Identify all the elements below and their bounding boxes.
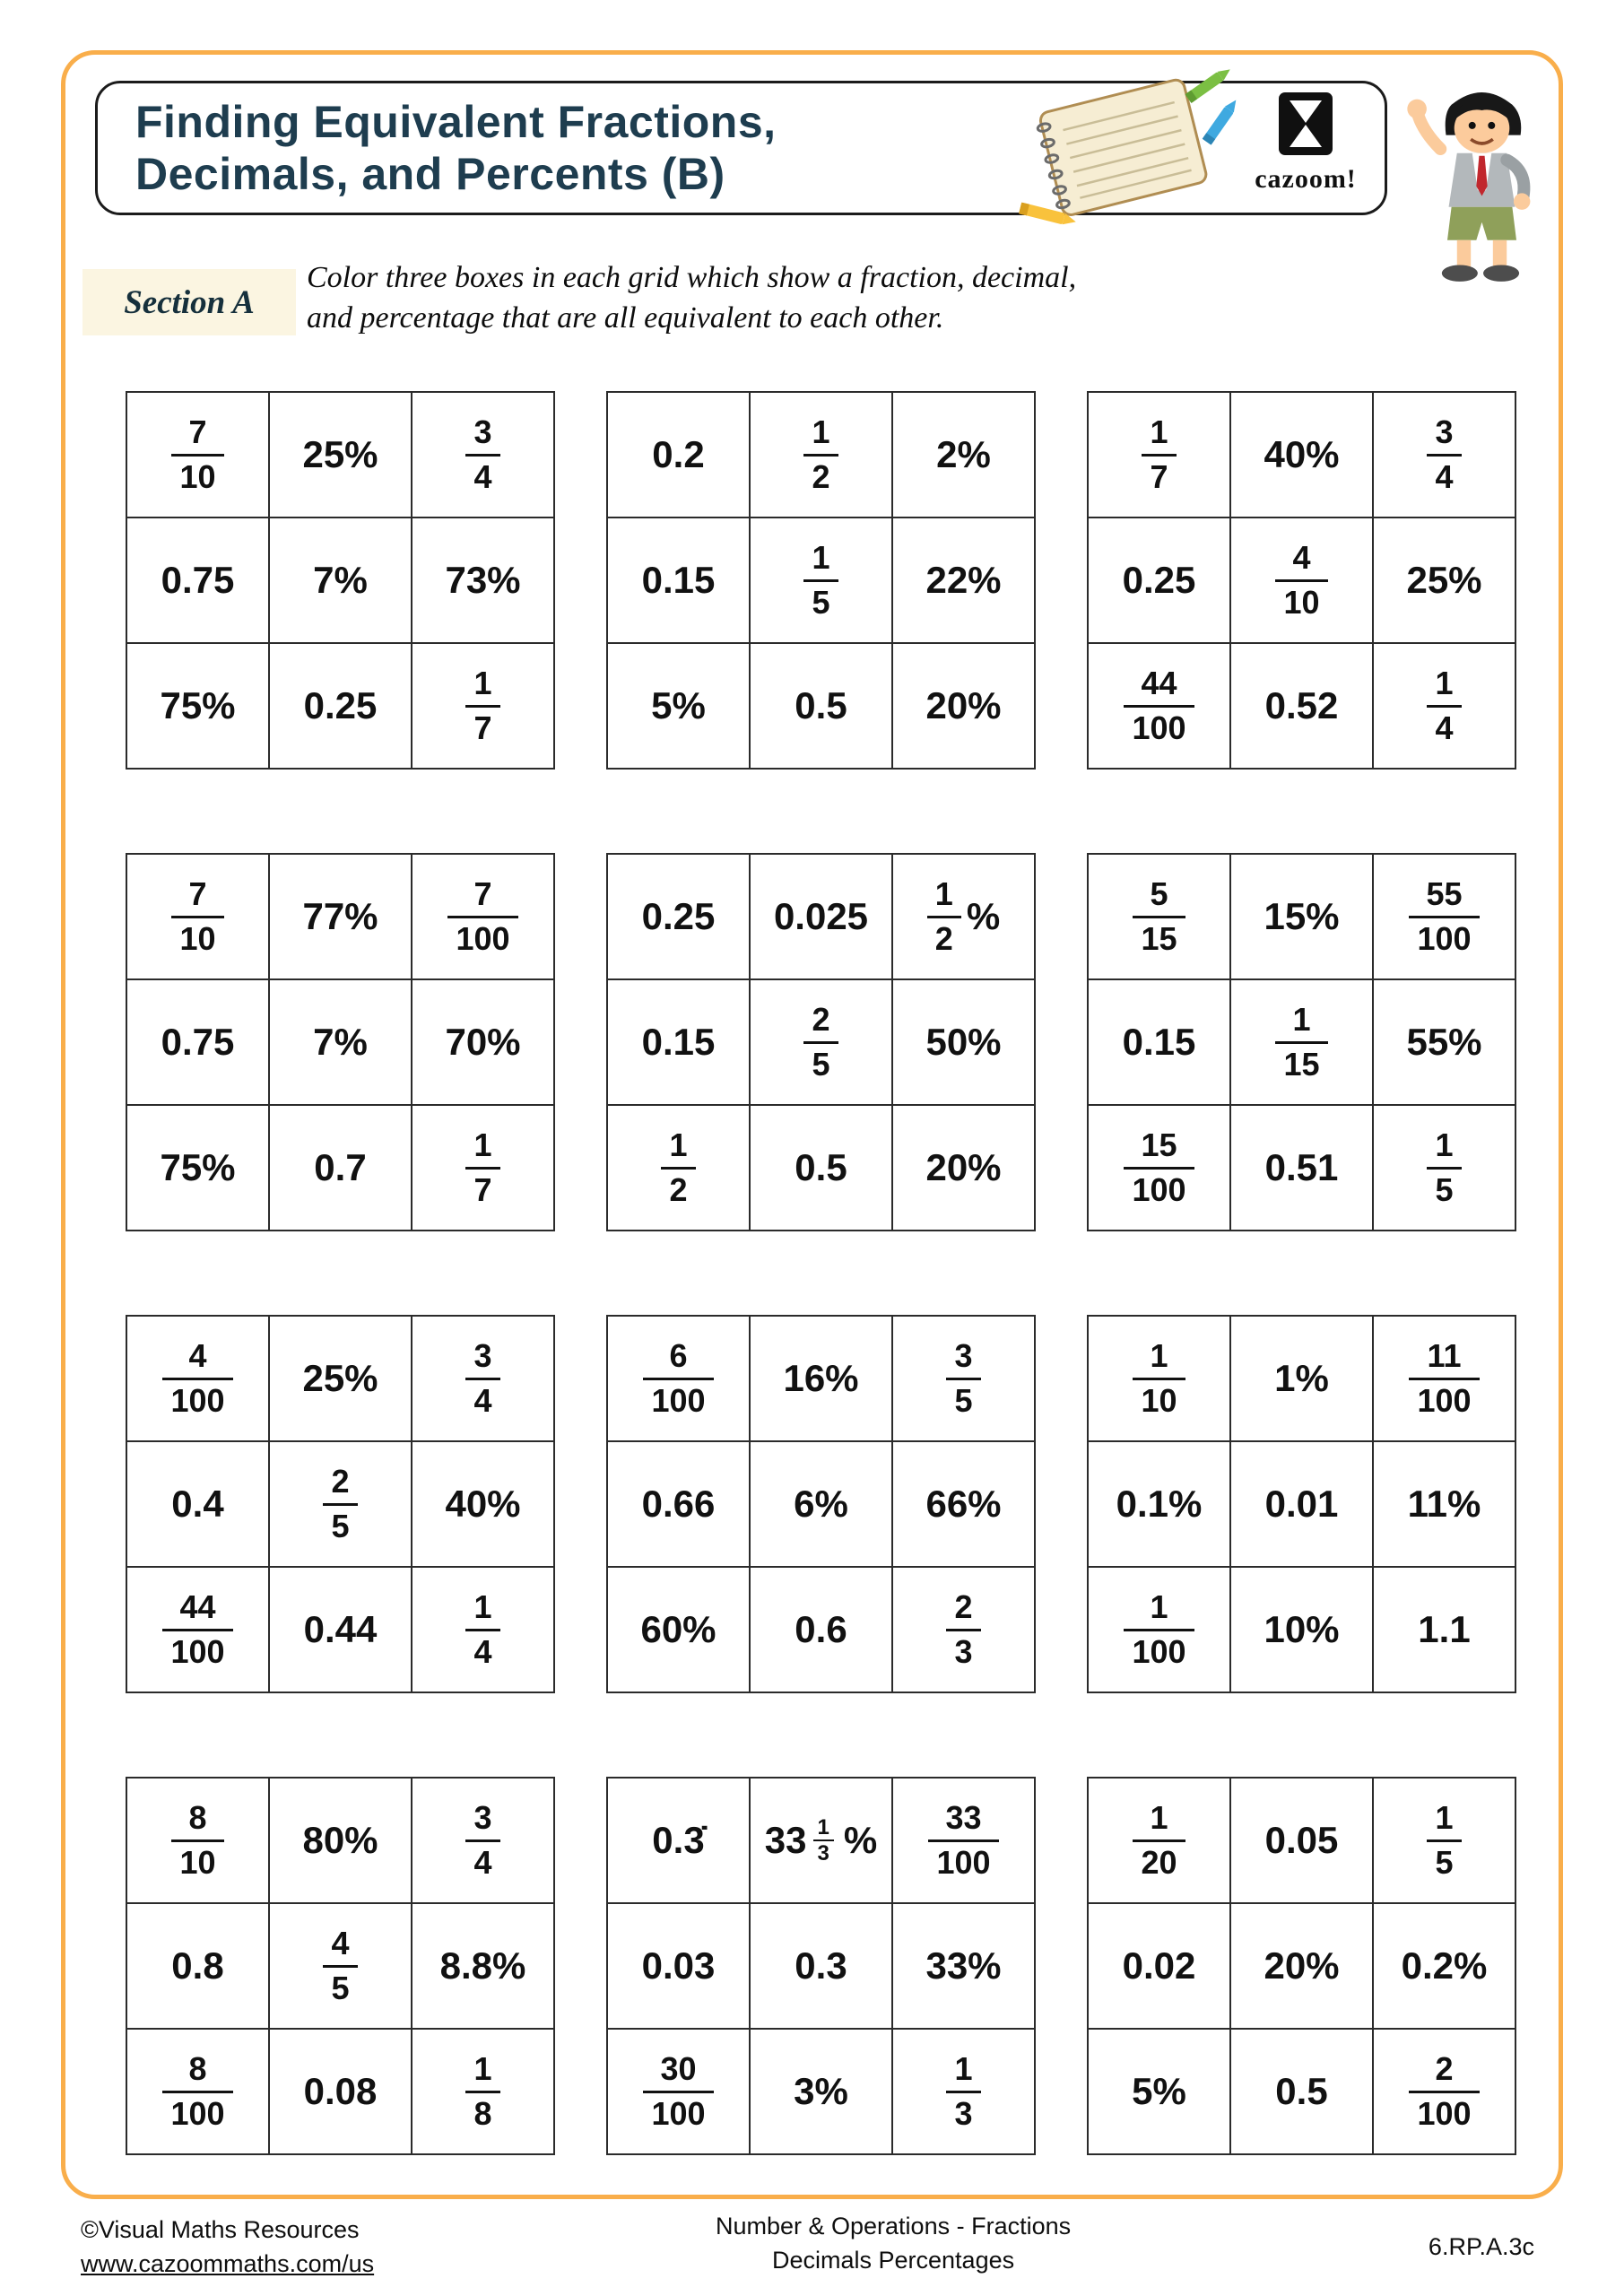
cazoom-logo [1243, 90, 1368, 195]
grid-cell[interactable] [1374, 980, 1516, 1106]
fraction: $\frac{8}{10}$ [171, 1800, 223, 1881]
equivalence-grid-12 [1087, 1777, 1516, 2155]
fraction: $\frac{2}{5}$ [323, 1464, 357, 1544]
grid-cell[interactable] [608, 1106, 751, 1231]
fraction: $\frac{7}{100}$ [447, 876, 517, 957]
equivalence-grid-5 [606, 853, 1036, 1231]
fraction: $\frac{1}{5}$ [1427, 1800, 1461, 1881]
grid-cell[interactable] [751, 980, 893, 1106]
grid-cell[interactable] [270, 1442, 413, 1568]
cell-value: 5% [651, 684, 706, 726]
grid-cell[interactable] [608, 1317, 751, 1442]
cell-value: 40% [1264, 433, 1340, 475]
cell-value: 80% [302, 1819, 378, 1861]
grid-cell[interactable] [270, 518, 413, 644]
grid-cell[interactable] [413, 1442, 555, 1568]
grid-cell[interactable] [893, 393, 1036, 518]
cell-value: 25% [302, 1357, 378, 1399]
equivalence-grid-7 [126, 1315, 555, 1693]
grid-cell[interactable] [1374, 1106, 1516, 1231]
grid-cell[interactable] [1231, 1317, 1374, 1442]
grid-cell[interactable] [1089, 1904, 1231, 2030]
cell-value: 0.3̇ [652, 1819, 705, 1861]
grid-cell[interactable] [1089, 1442, 1231, 1568]
grid-cell[interactable] [751, 1106, 893, 1231]
cell-value: 0.44 [303, 1608, 378, 1650]
cell-value: 77% [302, 895, 378, 937]
fraction: $\frac{1}{100}$ [1124, 1589, 1194, 1670]
cell-value: 11% [1407, 1483, 1481, 1525]
grid-cell[interactable] [1089, 518, 1231, 644]
grid-cell[interactable] [270, 393, 413, 518]
fraction: $\frac{30}{100}$ [643, 2051, 713, 2132]
grid-cell[interactable] [893, 1442, 1036, 1568]
shoe [1442, 265, 1478, 281]
grid-cell[interactable] [1089, 1568, 1231, 1693]
cell-value: 20% [1264, 1944, 1340, 1987]
cell-value: 10% [1264, 1608, 1340, 1650]
grid-cell[interactable] [413, 2030, 555, 2155]
footer-topic [716, 2210, 1071, 2278]
grid-cell[interactable] [127, 980, 270, 1106]
equivalence-grid-2 [606, 391, 1036, 770]
cell-value: 8.8% [439, 1944, 526, 1987]
grid-cell[interactable] [413, 1904, 555, 2030]
cell-value: 40% [445, 1483, 521, 1525]
cell-value: 15% [1264, 895, 1340, 937]
fraction: $\frac{3}{4}$ [1427, 414, 1461, 495]
grid-cell[interactable] [413, 1106, 555, 1231]
grid-cell[interactable] [1089, 980, 1231, 1106]
grid-cell[interactable] [1089, 393, 1231, 518]
grid-cell[interactable] [1089, 2030, 1231, 2155]
grid-cell[interactable] [127, 855, 270, 980]
fraction: $\frac{1}{2}$ [803, 414, 838, 495]
grid-cell[interactable] [1374, 393, 1516, 518]
fraction: $\frac{5}{15}$ [1133, 876, 1185, 957]
grid-cell[interactable] [1089, 855, 1231, 980]
grid-cell[interactable] [893, 1317, 1036, 1442]
cell-value: 73% [445, 559, 521, 601]
grid-cell[interactable] [127, 518, 270, 644]
grid-cell[interactable] [893, 980, 1036, 1106]
fraction: $\frac{3}{4}$ [465, 1338, 499, 1419]
cell-value: 66% [925, 1483, 1002, 1525]
fraction: $\frac{55}{100}$ [1409, 876, 1479, 957]
grid-cell[interactable] [413, 393, 555, 518]
cell-value: 0.25 [641, 895, 716, 937]
cell-value: 0.25 [303, 684, 378, 726]
equivalence-grid-10 [126, 1777, 555, 2155]
grid-cell[interactable] [1374, 1779, 1516, 1904]
fraction: $\frac{1}{8}$ [465, 2051, 499, 2132]
cell-value: 0.02 [1122, 1944, 1196, 1987]
grid-cell[interactable] [127, 644, 270, 770]
grid-cell[interactable] [893, 518, 1036, 644]
cell-value: 25% [302, 433, 378, 475]
grid-cell[interactable] [751, 393, 893, 518]
fraction: $\frac{1}{3}$ [946, 2051, 980, 2132]
grid-cell[interactable] [127, 1317, 270, 1442]
cell-value: 0.6 [795, 1608, 847, 1650]
grid-cell[interactable] [893, 2030, 1036, 2155]
grid-cell[interactable] [608, 393, 751, 518]
grid-cell[interactable] [1089, 644, 1231, 770]
cell-value: 0.7 [314, 1146, 367, 1188]
title-line-1: Finding Equivalent Fractions, [135, 97, 777, 147]
cell-value: 0.1% [1116, 1483, 1203, 1525]
grid-cell[interactable] [1374, 1442, 1516, 1568]
fraction: $\frac{1}{7}$ [465, 665, 499, 746]
cell-value: 3% [794, 2070, 848, 2112]
grid-cell[interactable] [893, 1106, 1036, 1231]
grid-cell[interactable] [1374, 518, 1516, 644]
green-crayon-icon [1185, 65, 1234, 103]
cell-value: 0.03 [641, 1944, 716, 1987]
grid-cell[interactable] [608, 1904, 751, 2030]
page-title [135, 96, 777, 200]
topic-line-1: Number & Operations - Fractions [715, 2213, 1072, 2239]
grid-cell[interactable] [1231, 518, 1374, 644]
cell-value: 0.52 [1264, 684, 1339, 726]
grid-cell[interactable] [608, 1568, 751, 1693]
cell-value: 55% [1406, 1021, 1482, 1063]
fraction: $\frac{11}{100}$ [1409, 1338, 1479, 1419]
cell-value: 0.66 [641, 1483, 716, 1525]
grid-cell[interactable] [751, 518, 893, 644]
grid-cell[interactable] [751, 2030, 893, 2155]
cell-value: 0.3 [795, 1944, 847, 1987]
fraction: $\frac{44}{100}$ [162, 1589, 232, 1670]
grid-cell[interactable] [751, 1442, 893, 1568]
cell-value: 0.2% [1401, 1944, 1488, 1987]
cell-value: 22% [925, 559, 1002, 601]
fraction: $\frac{1}{4}$ [1427, 665, 1461, 746]
fraction: $\frac{4}{10}$ [1275, 540, 1327, 621]
grid-cell[interactable] [608, 518, 751, 644]
grid-cell[interactable] [127, 1106, 270, 1231]
cazoom-logo-text: cazoom! [1255, 164, 1357, 194]
grid-cell[interactable] [751, 1568, 893, 1693]
footer-attribution [81, 2213, 374, 2282]
cell-value: 16% [783, 1357, 859, 1399]
equivalence-grid-1 [126, 391, 555, 770]
section-label: Section A [83, 269, 296, 335]
grid-cell[interactable] [1374, 1904, 1516, 2030]
grid-cell[interactable] [893, 644, 1036, 770]
blue-crayon-icon [1203, 97, 1241, 145]
grid-cell[interactable] [751, 644, 893, 770]
grid-cell[interactable] [1374, 855, 1516, 980]
cell-value: 0.4 [171, 1483, 224, 1525]
fraction: $\frac{8}{100}$ [162, 2051, 232, 2132]
grid-cell[interactable] [1089, 1106, 1231, 1231]
grid-cell[interactable] [270, 980, 413, 1106]
fraction: $\frac{1}{5}$ [1427, 1127, 1461, 1208]
fraction: $\frac{1}{7}$ [465, 1127, 499, 1208]
grid-cell[interactable] [1374, 1317, 1516, 1442]
grid-cell[interactable] [270, 1779, 413, 1904]
fraction: $\frac{2}{3}$ [946, 1589, 980, 1670]
grid-cell[interactable] [413, 518, 555, 644]
grid-cell[interactable] [413, 1568, 555, 1693]
cell-value: 1.1 [1418, 1608, 1471, 1650]
fraction: $\frac{2}{100}$ [1409, 2051, 1479, 2132]
grid-cell[interactable] [127, 393, 270, 518]
grid-cell[interactable] [751, 1904, 893, 2030]
fraction: $\frac{1}{2}$ [661, 1127, 695, 1208]
cell-value: 33% [925, 1944, 1002, 1987]
grid-cell[interactable] [127, 1904, 270, 2030]
fraction: $\frac{44}{100}$ [1124, 665, 1194, 746]
cell-value: 50% [925, 1021, 1002, 1063]
grid-cell[interactable] [270, 2030, 413, 2155]
title-line-2: Decimals, and Percents (B) [135, 149, 725, 199]
grid-cell[interactable] [1089, 1779, 1231, 1904]
grid-cell[interactable] [1231, 1779, 1374, 1904]
waving-arm [1419, 116, 1441, 149]
boy-character-illustration [1399, 77, 1565, 284]
fraction: $\frac{1}{10}$ [1133, 1338, 1185, 1419]
equivalence-grid-8 [606, 1315, 1036, 1693]
fraction: $\frac{7}{10}$ [171, 414, 223, 495]
cell-value: 0.15 [1122, 1021, 1196, 1063]
cell-value: 0.5 [1275, 2070, 1328, 2112]
cazoom-logo-icon [1276, 90, 1335, 158]
grid-cell[interactable] [127, 1568, 270, 1693]
grid-cell[interactable] [608, 2030, 751, 2155]
cell-value: 60% [640, 1608, 716, 1650]
grid-cell[interactable] [1231, 855, 1374, 980]
grids-area [126, 391, 1516, 2155]
equivalence-grid-6 [1087, 853, 1516, 1231]
grid-cell[interactable] [413, 644, 555, 770]
grid-cell[interactable] [127, 1442, 270, 1568]
topic-line-2: Decimals Percentages [771, 2246, 1015, 2274]
grid-cell[interactable] [608, 1779, 751, 1904]
grid-cell[interactable] [1374, 1568, 1516, 1693]
cell-value: 0.25 [1122, 559, 1196, 601]
grid-cell[interactable] [893, 1568, 1036, 1693]
grid-cell[interactable] [127, 2030, 270, 2155]
fraction: $\frac{1}{15}$ [1275, 1002, 1327, 1083]
grid-cell[interactable] [270, 1568, 413, 1693]
cell-value: 0.15 [641, 1021, 716, 1063]
grid-cell[interactable] [413, 1317, 555, 1442]
grid-cell[interactable] [893, 1904, 1036, 2030]
cell-value: 0.2 [652, 433, 705, 475]
cell-value: 0.75 [161, 559, 235, 601]
grid-cell[interactable] [893, 855, 1036, 980]
percent-suffix: % [843, 1819, 878, 1861]
grid-cell[interactable] [1231, 393, 1374, 518]
grid-cell[interactable] [1231, 1904, 1374, 2030]
cell-value: 0.01 [1264, 1483, 1339, 1525]
cell-value: 75% [160, 1146, 236, 1188]
grid-cell[interactable] [413, 855, 555, 980]
grid-cell[interactable] [608, 1442, 751, 1568]
grid-cell[interactable] [1374, 2030, 1516, 2155]
fraction: $\frac{15}{100}$ [1124, 1127, 1194, 1208]
cell-value: 70% [445, 1021, 521, 1063]
cell-value: 1% [1274, 1357, 1329, 1399]
grid-cell[interactable] [270, 644, 413, 770]
cell-value: 75% [160, 684, 236, 726]
grid-cell[interactable] [1231, 1442, 1374, 1568]
equivalence-grid-11 [606, 1777, 1036, 2155]
grid-cell[interactable] [893, 1779, 1036, 1904]
notebook-illustration [1004, 48, 1255, 237]
fraction: $\frac{3}{5}$ [946, 1338, 980, 1419]
grid-cell[interactable] [413, 980, 555, 1106]
grid-cell[interactable] [608, 980, 751, 1106]
grid-cell[interactable] [1374, 644, 1516, 770]
shorts [1447, 207, 1516, 240]
cell-value: 0.08 [303, 2070, 378, 2112]
grid-cell[interactable] [1231, 644, 1374, 770]
cell-value: 0.75 [161, 1021, 235, 1063]
percent-suffix: % [966, 895, 1001, 937]
cell-value: 2% [936, 433, 991, 475]
grid-cell[interactable] [270, 855, 413, 980]
website-link[interactable]: www.cazoommaths.com/us [81, 2249, 375, 2277]
instructions-line-2: and percentage that are all equivalent to each other. [307, 300, 944, 335]
fraction: $\frac{33}{100}$ [928, 1800, 998, 1881]
equivalence-grid-9 [1087, 1315, 1516, 1693]
grid-cell[interactable] [413, 1779, 555, 1904]
cell-value: 7% [313, 1021, 368, 1063]
grid-cell[interactable] [127, 1779, 270, 1904]
fraction: $\frac{1}{5}$ [803, 540, 838, 621]
fraction: $\frac{4}{100}$ [162, 1338, 232, 1419]
grid-cell[interactable] [1231, 1106, 1374, 1231]
cell-value: 0.15 [641, 559, 716, 601]
fraction: $\frac{6}{100}$ [643, 1338, 713, 1419]
grid-cell[interactable] [751, 855, 893, 980]
grid-cell[interactable] [751, 1317, 893, 1442]
footer [0, 2210, 1624, 2292]
cell-value: 0.51 [1264, 1146, 1339, 1188]
section-instructions [307, 258, 1076, 339]
equivalence-grid-3 [1087, 391, 1516, 770]
cell-value: 0.5 [795, 1146, 847, 1188]
grid-cell[interactable] [270, 1904, 413, 2030]
fraction: $\frac{2}{5}$ [803, 1002, 838, 1083]
standard-code: 6.RP.A.3c [1428, 2233, 1534, 2260]
grid-cell[interactable] [1231, 980, 1374, 1106]
instructions-line-1: Color three boxes in each grid which show a fraction, decimal, [307, 261, 1077, 294]
grid-cell[interactable] [1089, 1317, 1231, 1442]
fraction: $\frac{1}{20}$ [1133, 1800, 1185, 1881]
grid-cell[interactable] [1231, 1568, 1374, 1693]
fraction: $\frac{3}{4}$ [465, 1800, 499, 1881]
fraction: $\frac{1}{7}$ [1142, 414, 1176, 495]
cell-value: 0.8 [171, 1944, 224, 1987]
cell-value: 20% [925, 684, 1002, 726]
fraction: $\frac{1}{2}$ [927, 876, 961, 957]
cell-value: 6% [794, 1483, 848, 1525]
grid-cell[interactable] [751, 1779, 893, 1904]
fraction: $\frac{1}{4}$ [465, 1589, 499, 1670]
fraction: $\frac{3}{4}$ [465, 414, 499, 495]
copyright-text: ©Visual Maths Resources [81, 2216, 360, 2243]
cell-value: 5% [1132, 2070, 1186, 2112]
cell-value: 7% [313, 559, 368, 601]
cell-value: 0.5 [795, 684, 847, 726]
fraction: $\frac{1}{3}$ [813, 1816, 834, 1865]
grid-cell[interactable] [608, 855, 751, 980]
cell-value: 0.05 [1264, 1819, 1339, 1861]
mixed-number-whole: 33 [764, 1819, 807, 1861]
cell-value: 25% [1406, 559, 1482, 601]
grid-cell[interactable] [270, 1106, 413, 1231]
fraction: $\frac{7}{10}$ [171, 876, 223, 957]
grid-cell[interactable] [608, 644, 751, 770]
equivalence-grid-4 [126, 853, 555, 1231]
shoe [1483, 265, 1519, 281]
cell-value: 0.025 [773, 895, 869, 937]
fraction: $\frac{4}{5}$ [323, 1926, 357, 2006]
cell-value: 20% [925, 1146, 1002, 1188]
grid-cell[interactable] [270, 1317, 413, 1442]
grid-cell[interactable] [1231, 2030, 1374, 2155]
